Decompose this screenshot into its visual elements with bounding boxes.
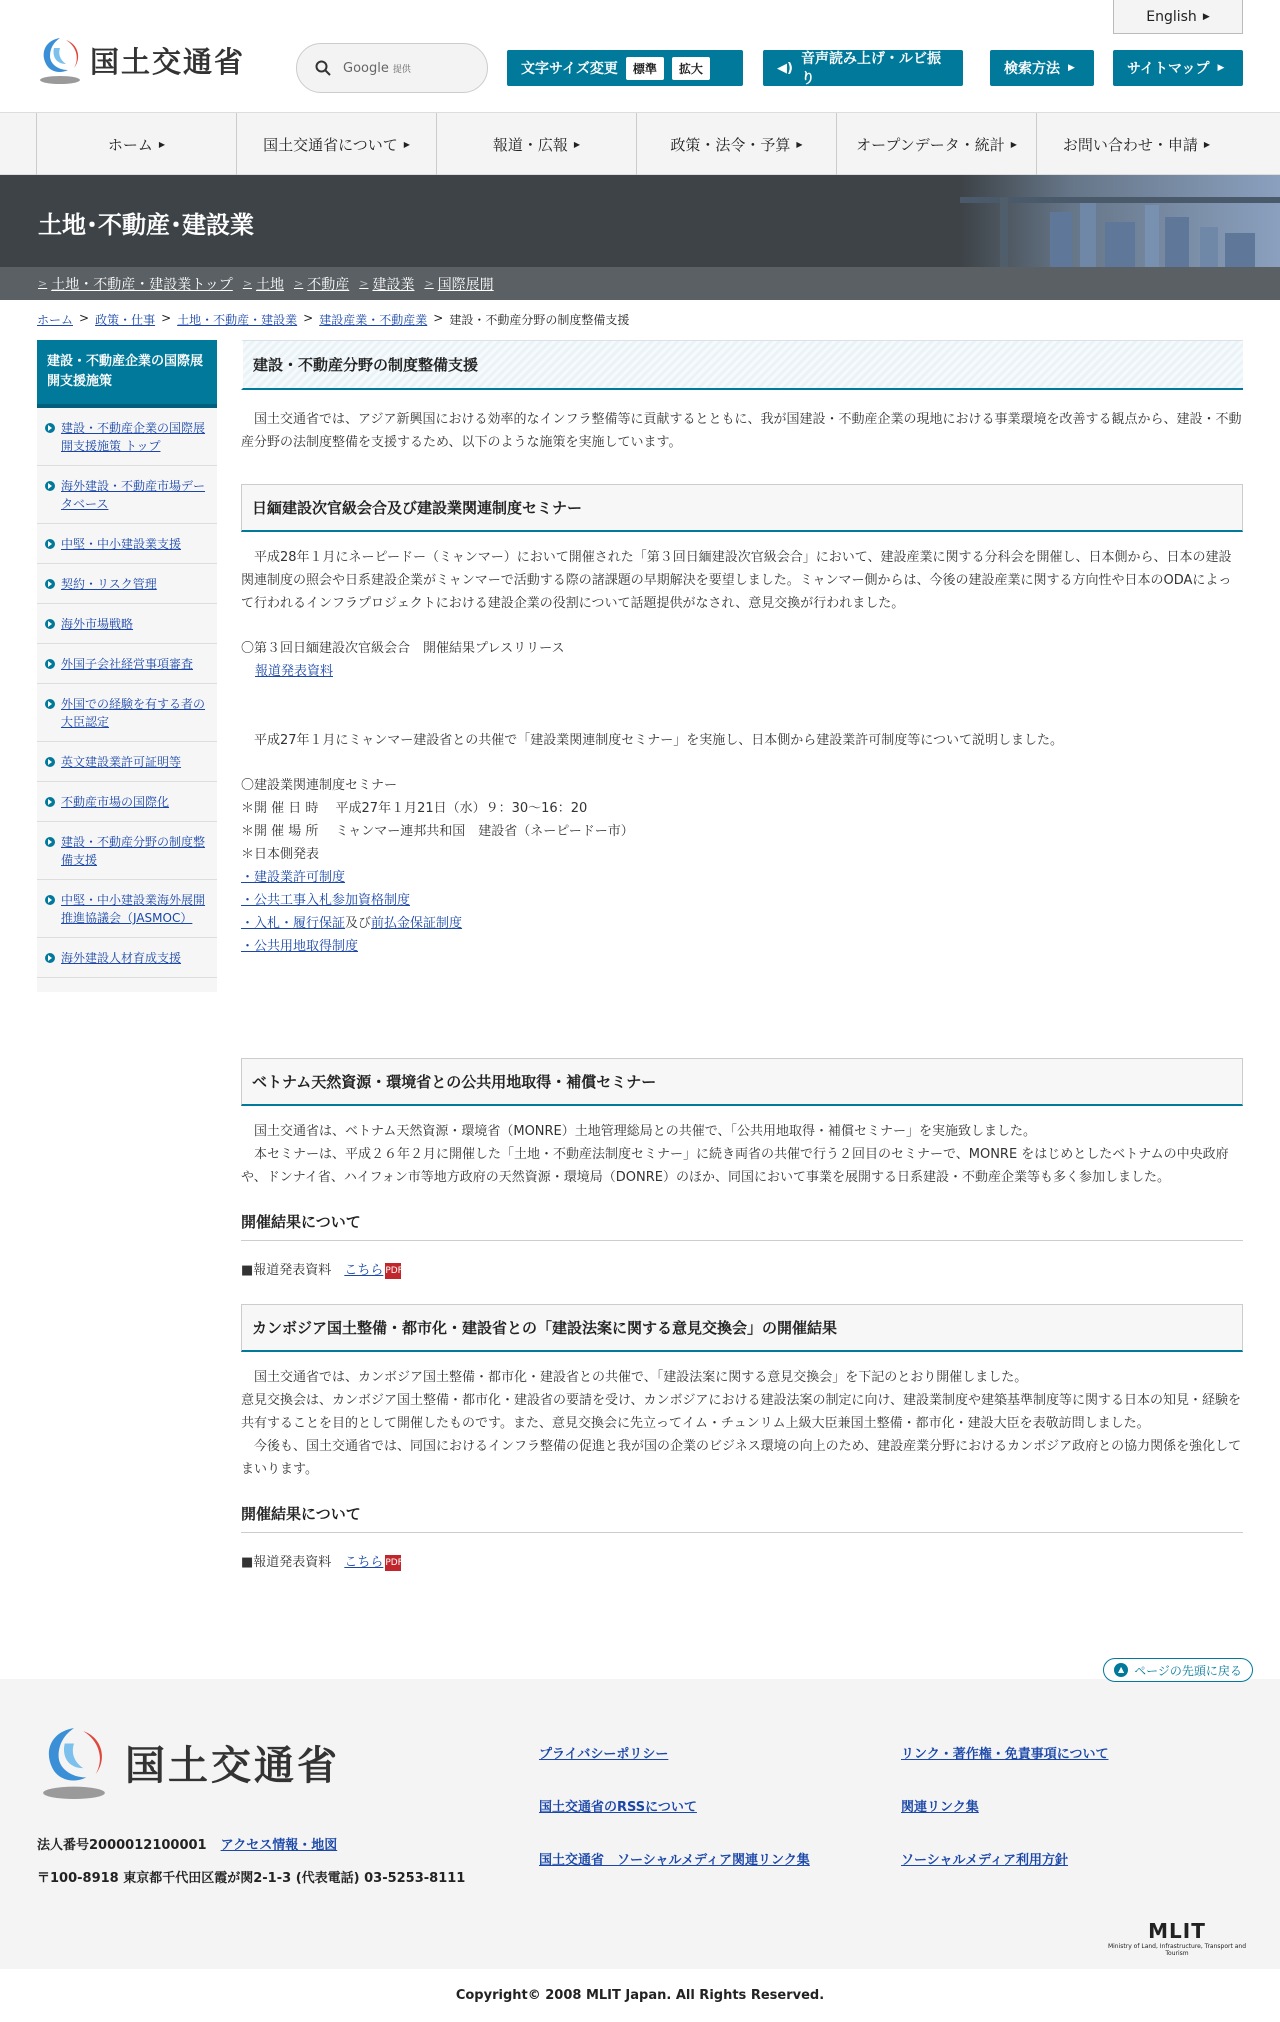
header [0,0,1280,112]
font-size-control [507,50,743,86]
sidebar-item-label: 海外市場戦略 [61,617,134,631]
breadcrumb-sep: > [79,311,90,325]
breadcrumb-link[interactable]: ホーム [37,313,74,327]
arrow-circle-icon [45,699,55,709]
triangle-right-icon: ▶ [1010,139,1017,149]
sidebar-item[interactable] [37,742,217,782]
site-name: 国土交通省 [90,44,246,79]
main-content [241,340,1243,1574]
copyright: Copyright© 2008 MLIT Japan. All Rights Reserved. [455,1988,825,2003]
back-to-top-button[interactable] [1103,1658,1253,1682]
chevron-right-icon: > [359,277,369,290]
cambodia-paragraph-3: 今後も、国土交通省では、同国におけるインフラ整備の促進と我が国の企業のビジネス環境の向上のため、建設産業分野におけるカンボジア政府との協力関係を強化してまいります。 [241,1439,1242,1477]
sidebar-item[interactable] [37,644,217,684]
mlit-logo-icon [37,1721,111,1803]
triangle-right-icon: ▶ [1202,11,1210,22]
vietnam-result-link[interactable]: こちら [344,1263,384,1278]
category-banner [0,175,1280,267]
chevron-right-icon: > [294,277,304,290]
sidebar-item[interactable] [37,880,217,938]
privacy-policy-link[interactable]: プライバシーポリシー [539,1747,669,1762]
seminar-paragraph: 平成27年１月にミャンマー建設省との共催で「建設業関連制度セミナー」を実施し、日本側から建設業許可制度等について説明しました。 [254,733,1064,748]
search-placeholder: Google [343,60,389,76]
sidebar-item-label: 海外建設人材育成支援 [61,951,182,965]
copyright-link[interactable]: リンク・著作権・免責事項について [901,1747,1109,1762]
vietnam-result-label: ■報道発表資料 [241,1263,332,1278]
link-land-acquisition[interactable]: ・公共用地取得制度 [241,939,359,954]
subnav-construction[interactable] [359,274,414,294]
social-media-policy-link[interactable]: ソーシャルメディア利用方針 [901,1853,1069,1868]
gnav-opendata[interactable] [836,113,1036,175]
read-aloud-button[interactable] [763,50,963,86]
myanmar-release-title: 〇第３回日緬建設次官級会合 開催結果プレスリリース [241,641,565,656]
arrow-circle-icon [45,579,55,589]
sidebar-item-label: 中堅・中小建設業海外展開推進協議会（JASMOC） [61,893,206,925]
breadcrumb-sep: > [161,311,172,325]
subnav-top[interactable] [38,274,233,294]
intro-text: 国土交通省では、アジア新興国における効率的なインフラ整備等に貢献するとともに、我が国建設・不動産企業の現地における事業環境を改善する観点から、建設・不動産分野の法制度整備を支援するため、以下のような施策を実施しています。 [241,412,1242,450]
arrow-circle-icon [45,619,55,629]
category-title: 土地･不動産･建設業 [38,211,254,239]
arrow-circle-icon [45,539,55,549]
link-bidding-qualification[interactable]: ・公共工事入札参加資格制度 [241,893,411,908]
arrow-up-circle-icon: ▲ [1114,1663,1128,1677]
mlit-logo-icon [36,34,84,86]
search-method-label: 検索方法 [1004,61,1060,77]
sidebar-item-label: 建設・不動産分野の制度整備支援 [61,835,206,867]
sidebar-item-label: 海外建設・不動産市場データベース [61,479,206,511]
vietnam-paragraph-1: 国土交通省は、ベトナム天然資源・環境省（MONRE）土地管理総局との共催で、「公共用地取得・補償セミナー」を実施致しました。 [254,1124,1037,1139]
cambodia-result-link[interactable]: こちら [344,1555,384,1570]
sidebar-item-label: 不動産市場の国際化 [61,795,170,809]
sidebar-item[interactable] [37,938,217,978]
arrow-circle-icon [45,423,55,433]
sidebar-item-label: 契約・リスク管理 [61,577,157,591]
subnav-label: 不動産 [307,276,350,293]
gnav-label: 国土交通省について [263,135,398,154]
gnav-about[interactable] [236,113,436,175]
footer-logo[interactable] [37,1721,340,1803]
speaker-icon: ◀) [777,60,793,76]
myanmar-paragraph: 平成28年１月にネーピードー（ミャンマー）において開催された「第３回日緬建設次官級会合」において、建設産業に関する分科会を開催し、日本側から、日本の建設関連制度の照会や日系建設企業がミャンマーで活動する際の諸課題の早期解決を要望しました。ミャンマー側からは、今後の建設産業に関する方向性や日本のODAによって行われるインフラプロジェクトにおける建設企業の役割について話題提供がなされ、意見交換が行われました。 [241,550,1232,611]
seminar-place: ＊開 催 場 所 ミャンマー連邦共和国 建設省（ネーピードー市） [241,824,634,839]
and-text: 及び [345,916,372,931]
gnav-home[interactable] [36,113,236,175]
breadcrumb-sep: > [433,311,444,325]
sitemap-button[interactable] [1113,50,1243,86]
read-aloud-label: 音声読み上げ・ルビ振り [800,51,941,87]
triangle-right-icon: ▶ [1217,63,1225,73]
sidebar-item[interactable] [37,564,217,604]
sidebar-item-label: 英文建設業許可証明等 [61,755,182,769]
cambodia-result-label: ■報道発表資料 [241,1555,332,1570]
subnav-realestate[interactable] [294,274,349,294]
subnav-label: 土地・不動産・建設業トップ [51,276,233,293]
global-nav [0,112,1280,175]
subnav-label: 国際展開 [437,276,494,293]
pdf-icon[interactable]: PDF [385,1555,401,1571]
mlit-wordmark [1102,1919,1252,1957]
arrow-circle-icon [45,797,55,807]
breadcrumb-sep: > [303,311,314,325]
subnav-international[interactable] [424,274,493,294]
sidebar-item[interactable] [37,466,217,524]
triangle-right-icon: ▶ [796,139,803,149]
english-label: English [1146,8,1197,25]
triangle-right-icon: ▶ [158,139,166,149]
footer-address: 〒100-8918 東京都千代田区霞が関2-1-3 (代表電話) 03-5253-8111 [37,1871,466,1886]
related-links-link[interactable]: 関連リンク集 [901,1800,979,1815]
sidebar [37,340,217,992]
city-skyline-image [960,175,1280,267]
breadcrumb-link[interactable]: 土地・不動産・建設業 [177,313,298,327]
footer-site-name: 国土交通省 [125,1742,340,1789]
triangle-right-icon: ▶ [1203,139,1211,149]
triangle-right-icon: ▶ [573,139,581,149]
sidebar-item-label: 外国での経験を有する者の大臣認定 [61,697,206,729]
search-provided: 提供 [392,64,411,75]
cambodia-paragraph-1: 国土交通省では、カンボジア国土整備・都市化・建設省との共催で、「建設法案に関する意見交換会」を下記のとおり開催しました。 [254,1370,1028,1385]
section-heading-cambodia: カンボジア国土整備・都市化・建設省との「建設法案に関する意見交換会」の開催結果 [241,1304,1243,1352]
search-input[interactable] [296,43,488,93]
breadcrumb-current: 建設・不動産分野の制度整備支援 [449,313,630,327]
gnav-label: オープンデータ・統計 [856,135,1005,154]
font-large-button[interactable]: 拡大 [672,57,710,80]
sidebar-item-label: 外国子会社経営事項審査 [61,657,194,671]
sidebar-item[interactable] [37,822,217,880]
mlit-wordmark-text: MLIT [1148,1919,1206,1943]
breadcrumb-link[interactable]: 政策・仕事 [95,313,156,327]
sidebar-title: 建設・不動産企業の国際展開支援施策 [37,340,217,408]
seminar-title: 〇建設業関連制度セミナー [241,778,398,793]
triangle-right-icon: ▶ [1068,63,1075,73]
footer [0,1679,1280,1969]
sidebar-item-label: 中堅・中小建設業支援 [61,537,182,551]
social-media-links-link[interactable]: 国土交通省 ソーシャルメディア関連リンク集 [539,1853,810,1868]
font-size-label: 文字サイズ変更 [521,61,618,77]
subnav-label: 建設業 [372,276,415,293]
arrow-circle-icon [45,659,55,669]
triangle-right-icon: ▶ [403,139,410,149]
corp-number: 法人番号2000012100001 [37,1838,207,1853]
arrow-circle-icon [45,757,55,767]
font-standard-button[interactable]: 標準 [626,57,664,80]
breadcrumb-link[interactable]: 建設産業・不動産業 [319,313,428,327]
cambodia-paragraph-2: 意見交換会は、カンボジア国土整備・都市化・建設省の要請を受け、カンボジアにおける建設法案の制定に向け、建設業制度や建築基準制度等に関する日本の知見・経験を共有することを目的として開催したものです。また、意見交換会に先立ってイム・チュンリム上級大臣兼国土整備・都市化・建設大臣を表敬訪問しました。 [241,1393,1241,1431]
arrow-circle-icon [45,481,55,491]
pdf-icon[interactable]: PDF [385,1263,401,1279]
page-title: 建設・不動産分野の制度整備支援 [241,340,1243,390]
arrow-circle-icon [45,953,55,963]
back-to-top-label: ページの先頭に戻る [1134,1663,1242,1678]
category-subnav [0,267,1280,300]
link-construction-permit[interactable]: ・建設業許可制度 [241,870,346,885]
arrow-circle-icon [45,837,55,847]
chevron-right-icon: > [38,277,48,290]
footer-corp-info [37,1834,337,1853]
gnav-label: お問い合わせ・申請 [1062,135,1198,154]
link-advance-payment[interactable]: 前払金保証制度 [371,916,463,931]
link-performance-guarantee[interactable]: ・入札・履行保証 [241,916,346,931]
section-heading-vietnam: ベトナム天然資源・環境省との公共用地取得・補償セミナー [241,1058,1243,1106]
arrow-circle-icon [45,895,55,905]
gnav-label: 報道・広報 [492,135,568,154]
subnav-land[interactable] [243,274,284,294]
seminar-date: ＊開 催 日 時 平成27年１月21日（水）９：30～16：20 [241,801,588,816]
vietnam-paragraph-2: 本セミナーは、平成２６年２月に開催した「土地・不動産法制度セミナー」に続き両省の共催で行う２回目のセミナーで、MONRE をはじめとしたベトナムの中央政府や、ドンナイ省、ハイフォン市等地方政府の天然資源・環境局（DONRE）のほか、同国において事業を展開する日系建設・不動産企業等も多く参加しました。 [241,1147,1229,1185]
seminar-presenter: ＊日本側発表 [241,847,320,862]
site-logo[interactable] [36,34,245,86]
gnav-policy[interactable] [636,113,836,175]
gnav-press[interactable] [436,113,636,175]
sidebar-item[interactable] [37,604,217,644]
sidebar-item[interactable] [37,408,217,466]
sidebar-item-label: 建設・不動産企業の国際展開支援施策 トップ [61,421,206,453]
breadcrumb [37,311,629,328]
cambodia-result-heading: 開催結果について [241,1503,1243,1533]
chevron-right-icon: > [424,277,434,290]
search-icon[interactable] [315,60,331,76]
search-method-button[interactable] [990,50,1094,86]
chevron-right-icon: > [242,277,253,290]
mlit-wordmark-sub: Ministry of Land, Infrastructure, Transport and Tourism [1107,1943,1247,1957]
sidebar-item[interactable] [37,524,217,564]
gnav-contact[interactable] [1036,113,1236,175]
english-button[interactable] [1113,0,1243,34]
gnav-label: 政策・法令・予算 [670,135,791,154]
section-heading-myanmar: 日緬建設次官級会合及び建設業関連制度セミナー [241,484,1243,532]
vietnam-result-heading: 開催結果について [241,1211,1243,1241]
access-link[interactable]: アクセス情報・地図 [220,1838,338,1853]
subnav-label: 土地 [256,276,285,293]
sidebar-item[interactable] [37,782,217,822]
rss-link[interactable]: 国土交通省のRSSについて [539,1800,697,1815]
sitemap-label: サイトマップ [1127,61,1210,77]
press-release-link[interactable]: 報道発表資料 [255,664,334,679]
sidebar-item[interactable] [37,684,217,742]
gnav-label: ホーム [107,135,153,154]
